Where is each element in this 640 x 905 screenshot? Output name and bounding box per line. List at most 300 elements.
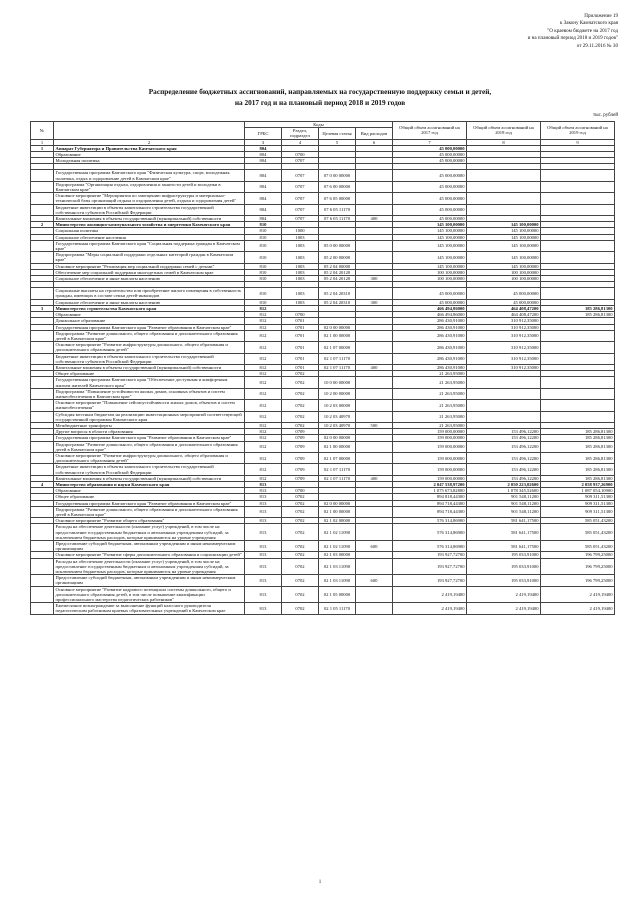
row-name: Государственная программа Камчатского края "Обеспечение доступным и комфортным жильем жителей Камчатского края" [54,377,245,388]
row-name: Социальное обеспечение населения [54,234,245,240]
row-grbs: 804 [245,170,282,181]
row-section: 1003 [282,240,319,251]
row-2017: 894 718,44300 [393,506,467,517]
row-grbs: 810 [245,288,282,299]
row-number [31,181,54,192]
row-2019 [541,288,615,299]
row-name: Подпрограмма "Развитие дошкольного, общего образования и дополнительного образования детей в Камчатском крае" [54,441,245,452]
row-expense [356,342,393,353]
row-grbs: 804 [245,204,282,215]
row-2019 [541,411,615,422]
row-grbs: 804 [245,216,282,222]
header-expense: Вид расходов [356,128,393,139]
row-grbs: 810 [245,240,282,251]
header-name [54,122,245,140]
row-2017: 894 718,44300 [393,500,467,506]
row-2018: 195 033,91000 [467,552,541,558]
row-2017: 21 263,95000 [393,388,467,399]
row-2018: 145 100,00000 [467,222,541,228]
row-2017: 159 000,00000 [393,475,467,481]
row-2017: 45 000,00000 [393,299,467,305]
row-2018: 153 496,12200 [467,441,541,452]
row-2019: 585 051,43200 [541,518,615,524]
row-section: 0709 [282,452,319,463]
row-2017: 21 263,95000 [393,377,467,388]
row-name: Расходы на обеспечение деятельности (оказание услуг) учреждений, в том числе на предоставление государственным бюджетным и автономным учреждениям субсидий, за исключением бюджетных расходов, которые принимаются на уровне учреждения [54,558,245,575]
appendix-line-3: "О краевом бюджете на 2017 год [547,27,618,34]
row-number [31,603,54,614]
row-number: 1 [31,145,54,151]
row-number: 2 [31,222,54,228]
row-target: 02 0 00 00000 [319,324,356,330]
row-2018: 310 912,35000 [467,342,541,353]
row-grbs: 813 [245,488,282,494]
table-row [31,575,615,586]
row-grbs: 812 [245,330,282,341]
row-section: 0701 [282,353,319,364]
row-2019: 1 087 054,10900 [541,488,615,494]
row-2019: 909 311,51300 [541,506,615,517]
table-row [31,388,615,399]
row-2019 [541,193,615,204]
header-2019: Общий объем ассигнований на 2019 год [541,122,615,140]
row-2017: 2 047 538,97200 [393,481,467,487]
row-section: 0707 [282,181,319,192]
row-2017: 45 000,00000 [393,152,467,158]
row-grbs: 812 [245,377,282,388]
table-row [31,586,615,603]
row-2017: 286 430,91000 [393,330,467,341]
row-2019 [541,181,615,192]
row-number [31,330,54,341]
row-grbs: 813 [245,481,282,487]
unit-label: тыс. рублей [593,113,618,118]
row-2019: 909 311,51300 [541,494,615,500]
row-expense [356,506,393,517]
row-name: Бюджетные инвестиции в объекты капитального строительства государственной собственности субъектов Российской Федерации [54,464,245,475]
row-2018 [467,411,541,422]
table-row [31,452,615,463]
row-target: 02 1 05 11170 [319,603,356,614]
row-2018: 581 641,17500 [467,524,541,541]
row-grbs: 813 [245,518,282,524]
row-2017: 145 100,00000 [393,263,467,269]
row-2019: 185 286,81300 [541,464,615,475]
row-number: 3 [31,305,54,311]
table-row [31,252,615,263]
row-grbs: 812 [245,305,282,311]
table-row [31,330,615,341]
row-2017: 45 000,00000 [393,145,467,151]
row-section: 0701 [282,324,319,330]
row-expense [356,353,393,364]
row-section: 1003 [282,263,319,269]
row-grbs: 813 [245,603,282,614]
row-number [31,586,54,603]
row-expense [356,524,393,541]
row-2017: 894 818,44300 [393,494,467,500]
row-target: 02 1 02 11090 [319,541,356,552]
row-expense [356,388,393,399]
row-name: Основное мероприятие "Мероприятия по замещению инфраструктуры и материально-технической базы организаций отдыха и оздоровления детей, отдыха и оздоровления детей" [54,193,245,204]
row-section: 0709 [282,475,319,481]
title-line-1: Распределение бюджетных ассигнований, направляемых на государственную поддержку семьи и детей, [148,87,492,96]
row-name: Государственная программа Камчатского края "Физическая культура, спорт, молодежная политика, отдых и оздоровление детей в Камчатском крае" [54,170,245,181]
row-section: 0707 [282,216,319,222]
row-grbs: 813 [245,524,282,541]
row-2017: 45 000,00000 [393,193,467,204]
row-2019: 196 799,25000 [541,552,615,558]
row-2019 [541,252,615,263]
colnum: 4 [282,139,319,145]
row-2019: 2 058 937,26900 [541,481,615,487]
row-2017: 286 430,91000 [393,318,467,324]
row-section: 0700 [282,312,319,318]
budget-table [30,121,615,615]
row-2017: 100 100,00000 [393,269,467,275]
row-expense [356,193,393,204]
row-target: 02 1 07 00000 [319,342,356,353]
row-name: Государственная программа Камчатского края "Социальная поддержка граждан в Камчатском крае" [54,240,245,251]
page-number: 1 [318,880,322,885]
table-row [31,170,615,181]
row-2018: 310 912,35000 [467,364,541,370]
row-section: 0700 [282,488,319,494]
row-expense [356,441,393,452]
row-name: Основное мероприятие "Развитие инфраструктуры дошкольного, общего образования и дополнительного образования детей" [54,342,245,353]
row-2017: 45 000,00000 [393,181,467,192]
row-2019 [541,240,615,251]
row-expense [356,452,393,463]
row-2018 [467,388,541,399]
appendix-line-5: от 29.11.2016 № 30 [576,42,618,49]
row-expense: 500 [356,422,393,428]
row-target: 02 1 07 11170 [319,464,356,475]
appendix-line-4: и на плановый период 2018 и 2019 годов" [527,35,618,42]
row-grbs: 813 [245,506,282,517]
row-target: 05 0 00 00000 [319,240,356,251]
row-number [31,240,54,251]
row-section: 0709 [282,464,319,475]
row-2017: 576 314,86900 [393,518,467,524]
row-2019: 585 051,43200 [541,524,615,541]
row-target: 05 2 00 00000 [319,252,356,263]
row-target: 02 1 02 11090 [319,524,356,541]
row-2017: 21 263,95000 [393,422,467,428]
table-row [31,411,615,422]
row-number [31,252,54,263]
row-name: Подпрограмма "Развитие дошкольного, общего образования и дополнительного образования детей в Камчатском крае" [54,506,245,517]
row-target: 05 2 04 20120 [319,269,356,275]
row-expense [356,170,393,181]
row-expense: 300 [356,276,393,282]
row-number [31,342,54,353]
row-grbs: 810 [245,269,282,275]
row-2017: 286 430,91000 [393,324,467,330]
row-2017: 286 430,91000 [393,342,467,353]
row-section: 0702 [282,411,319,422]
row-name: Образование [54,312,245,318]
colnum: 3 [245,139,282,145]
row-grbs: 812 [245,324,282,330]
row-2018: 901 548,11200 [467,506,541,517]
row-2017: 286 430,91000 [393,364,467,370]
table-row [31,441,615,452]
row-grbs: 812 [245,435,282,441]
row-name: Общее образование [54,371,245,377]
row-2018: 145 100,00000 [467,252,541,263]
row-section: 1003 [282,234,319,240]
row-grbs: 812 [245,364,282,370]
row-name: Другие вопросы в области образования [54,429,245,435]
row-name: Подпрограмма "Меры социальной поддержки отдельных категорий граждан в Камчатском крае" [54,252,245,263]
header-section: Раздел, подраздел [282,128,319,139]
row-number [31,204,54,215]
row-section: 1003 [282,276,319,282]
row-2019: 185 286,81300 [541,475,615,481]
row-target: 02 1 00 00000 [319,441,356,452]
row-2018: 901 548,11200 [467,494,541,500]
table-row [31,400,615,411]
row-grbs: 804 [245,158,282,164]
row-number [31,524,54,541]
row-2017: 193 927,72700 [393,575,467,586]
row-2018: 464 408,47200 [467,312,541,318]
row-grbs: 812 [245,429,282,435]
row-section: 0702 [282,603,319,614]
row-name: Государственная программа Камчатского края "Развитие образования в Камчатском крае" [54,435,245,441]
row-expense [356,330,393,341]
row-number [31,541,54,552]
table-row [31,353,615,364]
header-2017: Общий объем ассигнований на 2017 год [393,122,467,140]
row-number [31,558,54,575]
row-2017: 45 000,00000 [393,216,467,222]
colnum: 6 [356,139,393,145]
row-target: 02 1 03 11090 [319,558,356,575]
row-number [31,464,54,475]
row-number [31,575,54,586]
row-2019 [541,170,615,181]
row-name: Предоставление субсидий бюджетным, автономным учреждениям и иным некоммерческим организациям [54,541,245,552]
row-2018: 464 408,47200 [467,305,541,311]
row-2018: 153 496,12200 [467,429,541,435]
row-expense [356,400,393,411]
row-2019: 196 799,25000 [541,575,615,586]
row-target: 02 0 00 00000 [319,500,356,506]
row-2017: 45 000,00000 [393,204,467,215]
row-2019: 185 286,81300 [541,435,615,441]
table-row [31,342,615,353]
row-expense [356,252,393,263]
row-expense [356,204,393,215]
row-2019: 2 419,19400 [541,603,615,614]
table-row [31,603,615,614]
row-name: Молодежная политика [54,158,245,164]
row-grbs: 813 [245,586,282,603]
row-target: 02 1 03 11090 [319,575,356,586]
row-target: 02 1 07 11170 [319,364,356,370]
row-grbs: 810 [245,276,282,282]
header-grbs: ГРБС [245,128,282,139]
row-target: 05 2 04 20310 [319,288,356,299]
row-grbs: 812 [245,441,282,452]
row-grbs: 812 [245,452,282,463]
row-2018: 153 496,12200 [467,435,541,441]
row-name: Ежемесячное вознаграждение за выполнение функций классного руководителя педагогическим работникам краевых образовательных учреждений в Камчатском крае [54,603,245,614]
row-section: 0702 [282,371,319,377]
row-section: 0702 [282,494,319,500]
row-grbs: 810 [245,263,282,269]
row-name: Государственная программа Камчатского края "Развитие образования в Камчатском крае" [54,324,245,330]
row-grbs: 813 [245,500,282,506]
colnum: 8 [467,139,541,145]
row-section: 0701 [282,364,319,370]
row-2017: 21 263,95000 [393,400,467,411]
row-section: 0709 [282,435,319,441]
row-2018: 2 419,19400 [467,603,541,614]
row-2019 [541,400,615,411]
row-2017: 145 100,00000 [393,228,467,234]
row-number [31,388,54,399]
colnum: 1 [31,139,54,145]
row-expense: 400 [356,475,393,481]
row-target: 02 1 07 00000 [319,452,356,463]
header-num: № [31,122,54,140]
row-section: 0700 [282,152,319,158]
row-2019: 185 286,81300 [541,441,615,452]
row-2017: 193 927,72700 [393,552,467,558]
row-expense: 300 [356,299,393,305]
row-grbs: 810 [245,228,282,234]
row-section: 1000 [282,228,319,234]
row-2017: 45 000,00000 [393,170,467,181]
row-grbs: 813 [245,541,282,552]
row-expense [356,558,393,575]
row-number [31,288,54,299]
row-grbs: 812 [245,400,282,411]
table-row [31,377,615,388]
row-grbs: 812 [245,388,282,399]
row-2018: 153 496,12200 [467,475,541,481]
colnum: 2 [54,139,245,145]
row-2019: 585 051,43200 [541,541,615,552]
row-grbs: 812 [245,342,282,353]
table-row [31,524,615,541]
row-2018: 195 033,91000 [467,558,541,575]
document-title [60,86,580,108]
row-name: Капитальные вложения в объекты государственной (муниципальной) собственности [54,475,245,481]
row-grbs: 812 [245,353,282,364]
row-expense [356,377,393,388]
row-2017: 159 000,00000 [393,435,467,441]
row-expense: 600 [356,541,393,552]
row-2017: 576 314,86900 [393,541,467,552]
row-grbs: 812 [245,411,282,422]
row-section: 1003 [282,299,319,305]
row-2018: 2 050 223,02600 [467,481,541,487]
row-2017: 21 263,95000 [393,371,467,377]
row-number [31,377,54,388]
row-2019 [541,342,615,353]
row-2019: 185 286,81300 [541,452,615,463]
row-name: Образование [54,152,245,158]
row-2017: 45 000,00000 [393,158,467,164]
row-2018: 2 419,19400 [467,586,541,603]
row-name: Подпрограмма "Повышение устойчивости жилых домов, основных объектов и систем жизнеобеспечения в Камчатском крае" [54,388,245,399]
row-target: 10 0 00 00000 [319,377,356,388]
row-2018: 145 100,00000 [467,228,541,234]
row-name: Министерство образования и науки Камчатского края [54,481,245,487]
row-name: Социальная политика [54,228,245,234]
row-section: 0707 [282,193,319,204]
row-target: 02 1 05 00000 [319,586,356,603]
row-grbs: 810 [245,252,282,263]
title-line-2: на 2017 год и на плановый период 2018 и 2019 годов [234,98,406,107]
row-2017: 286 430,91000 [393,353,467,364]
row-target: 10 2 03 40970 [319,411,356,422]
row-2018 [467,400,541,411]
row-section: 0702 [282,506,319,517]
row-2019: 2 419,19400 [541,586,615,603]
row-2018: 310 912,35000 [467,318,541,324]
row-2017: 193 927,72700 [393,558,467,575]
row-name: Межбюджетные трансферты [54,422,245,428]
row-grbs: 804 [245,193,282,204]
row-2017: 145 100,00000 [393,222,467,228]
row-2018 [467,377,541,388]
row-target: 02 1 07 11170 [319,475,356,481]
header-target: Целевая статья [319,128,356,139]
row-2018: 153 496,12200 [467,464,541,475]
row-section: 0702 [282,541,319,552]
appendix-line-1: Приложение 19 [584,13,618,19]
row-name: Основное мероприятие "Развитие сферы дополнительного образования и социализации детей" [54,552,245,558]
row-section: 0702 [282,586,319,603]
row-section: 1003 [282,252,319,263]
row-name: Основное мероприятие "Повышение сейсмоустойчивости жилых домов, объектов и систем жизнеобеспечения" [54,400,245,411]
row-2018: 310 912,35000 [467,353,541,364]
row-2017: 45 000,00000 [393,288,467,299]
row-section: 0702 [282,388,319,399]
row-grbs: 804 [245,145,282,151]
colnum: 9 [541,139,615,145]
row-2018: 310 912,35000 [467,324,541,330]
row-section: 0707 [282,204,319,215]
row-expense [356,603,393,614]
row-2019: 909 311,51300 [541,500,615,506]
row-2018 [467,193,541,204]
row-grbs: 810 [245,234,282,240]
row-target: 02 1 00 00000 [319,330,356,341]
row-2019 [541,330,615,341]
row-2018: 145 100,00000 [467,263,541,269]
colnum: 7 [393,139,467,145]
row-name: Подпрограмма "Организация отдыха, оздоровления и занятости детей и молодежи в Камчатском крае" [54,181,245,192]
row-name: Министерство жилищно-коммунального хозяйства и энергетики Камчатского края [54,222,245,228]
row-2018 [467,170,541,181]
row-name: Социальное обеспечение и иные выплаты населению [54,299,245,305]
table-row [31,288,615,299]
row-section: 0707 [282,170,319,181]
row-2018: 581 641,17500 [467,541,541,552]
row-grbs: 812 [245,312,282,318]
row-grbs: 812 [245,318,282,324]
row-expense: 400 [356,216,393,222]
row-number [31,506,54,517]
row-name: Подпрограмма "Развитие дошкольного, общего образования и дополнительного образования детей в Камчатском крае" [54,330,245,341]
row-2018: 145 100,00000 [467,234,541,240]
